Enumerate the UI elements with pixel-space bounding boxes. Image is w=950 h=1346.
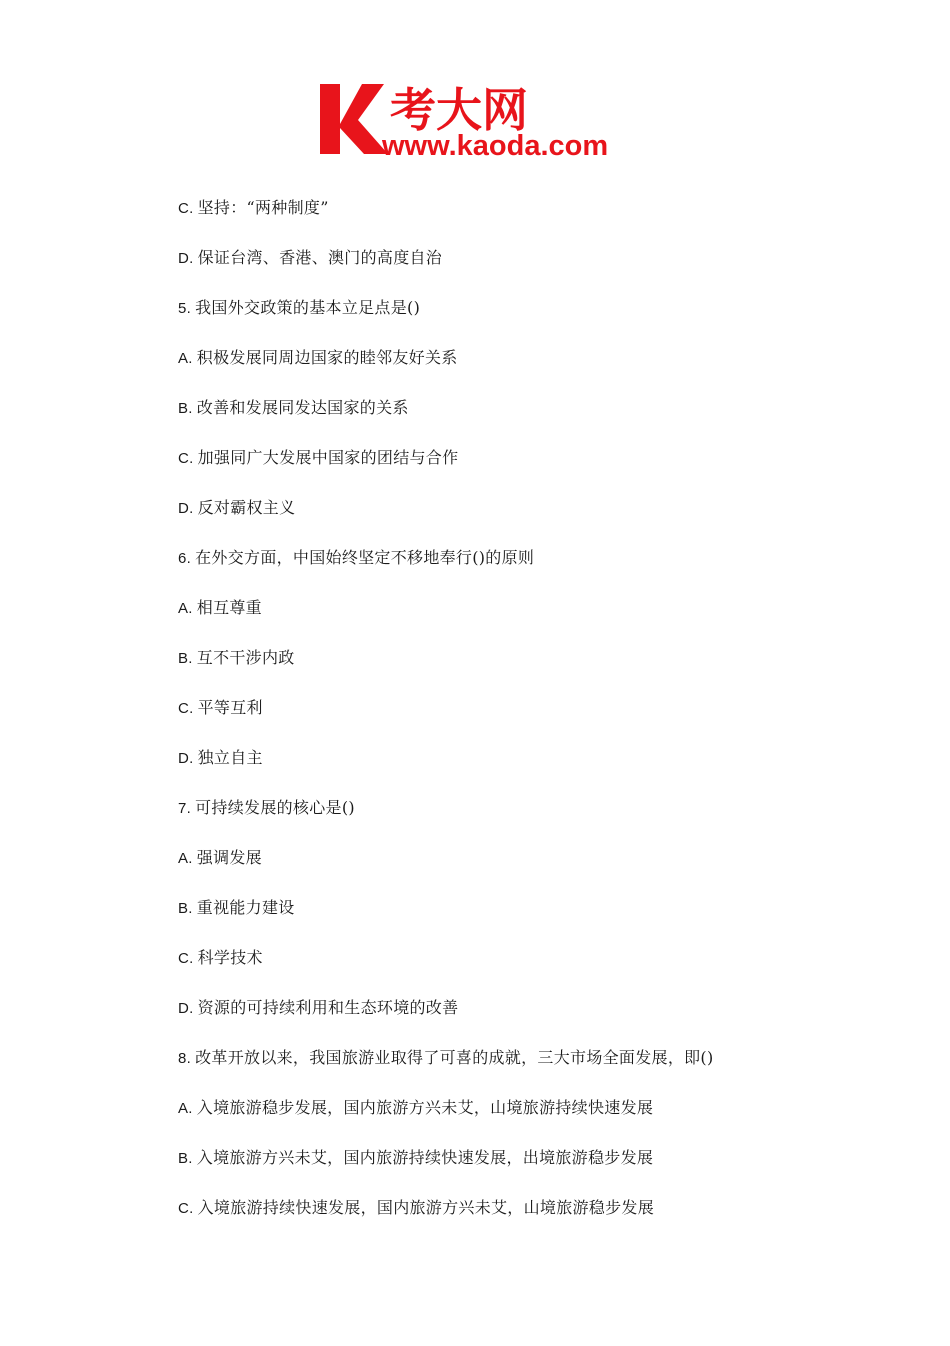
- line-text: 相互尊重: [196, 598, 262, 617]
- text-line: [178, 246, 878, 296]
- line-label: 5.: [178, 300, 192, 317]
- text-line: [178, 196, 878, 246]
- text-line: [178, 546, 878, 596]
- text-line: [178, 496, 878, 546]
- line-label: C.: [178, 1200, 194, 1217]
- line-text: 科学技术: [197, 948, 263, 967]
- line-label: 6.: [178, 550, 192, 567]
- line-text: 反对霸权主义: [197, 498, 296, 517]
- line-label: C.: [178, 450, 194, 467]
- line-label: D.: [178, 500, 194, 517]
- line-text: 独立自主: [197, 748, 263, 767]
- text-line: [178, 746, 878, 796]
- logo-k-icon: [320, 84, 388, 154]
- line-label: C.: [178, 200, 194, 217]
- kaoda-logo-graphic: [318, 78, 638, 160]
- text-line: [178, 696, 878, 746]
- line-label: 8.: [178, 1050, 192, 1067]
- line-label: D.: [178, 1000, 194, 1017]
- text-line: [178, 646, 878, 696]
- logo-url-text: www.kaoda.com: [382, 130, 609, 160]
- line-label: 7.: [178, 800, 192, 817]
- line-text: 可持续发展的核心是(): [195, 798, 355, 817]
- line-text: 重视能力建设: [196, 898, 295, 917]
- line-text: 加强同广大发展中国家的团结与合作: [197, 448, 459, 467]
- text-line: [178, 346, 878, 396]
- text-line: [178, 946, 878, 996]
- line-label: A.: [178, 1100, 193, 1117]
- line-text: 强调发展: [196, 848, 262, 867]
- line-text: 在外交方面，中国始终坚定不移地奉行()的原则: [195, 548, 535, 567]
- document-body: [178, 196, 878, 1246]
- line-text: 入境旅游稳步发展，国内旅游方兴未艾，山境旅游持续快速发展: [196, 1098, 654, 1117]
- logo-brand-text: 考大网: [390, 83, 528, 137]
- line-text: 改革开放以来，我国旅游业取得了可喜的成就，三大市场全面发展，即(): [195, 1048, 714, 1067]
- line-text: 坚持：“两种制度”: [197, 198, 329, 217]
- text-line: [178, 396, 878, 446]
- line-label: B.: [178, 900, 193, 917]
- text-line: [178, 896, 878, 946]
- line-label: D.: [178, 750, 194, 767]
- line-label: D.: [178, 250, 194, 267]
- kaoda-logo: [318, 78, 638, 160]
- text-line: [178, 1196, 878, 1246]
- text-line: [178, 796, 878, 846]
- line-text: 改善和发展同发达国家的关系: [196, 398, 409, 417]
- text-line: [178, 1146, 878, 1196]
- line-label: B.: [178, 400, 193, 417]
- line-label: B.: [178, 650, 193, 667]
- line-text: 保证台湾、香港、澳门的高度自治: [197, 248, 443, 267]
- line-label: C.: [178, 700, 194, 717]
- line-label: A.: [178, 600, 193, 617]
- text-line: [178, 846, 878, 896]
- line-text: 资源的可持续利用和生态环境的改善: [197, 998, 459, 1017]
- line-text: 入境旅游方兴未艾，国内旅游持续快速发展，出境旅游稳步发展: [196, 1148, 654, 1167]
- text-line: [178, 996, 878, 1046]
- text-line: [178, 1046, 878, 1096]
- text-line: [178, 296, 878, 346]
- line-text: 积极发展同周边国家的睦邻友好关系: [196, 348, 458, 367]
- line-text: 平等互利: [197, 698, 263, 717]
- line-text: 我国外交政策的基本立足点是(): [195, 298, 421, 317]
- line-label: A.: [178, 850, 193, 867]
- line-text: 入境旅游持续快速发展，国内旅游方兴未艾，山境旅游稳步发展: [197, 1198, 655, 1217]
- text-line: [178, 596, 878, 646]
- text-line: [178, 446, 878, 496]
- line-label: C.: [178, 950, 194, 967]
- text-line: [178, 1096, 878, 1146]
- line-text: 互不干涉内政: [196, 648, 295, 667]
- line-label: B.: [178, 1150, 193, 1167]
- line-label: A.: [178, 350, 193, 367]
